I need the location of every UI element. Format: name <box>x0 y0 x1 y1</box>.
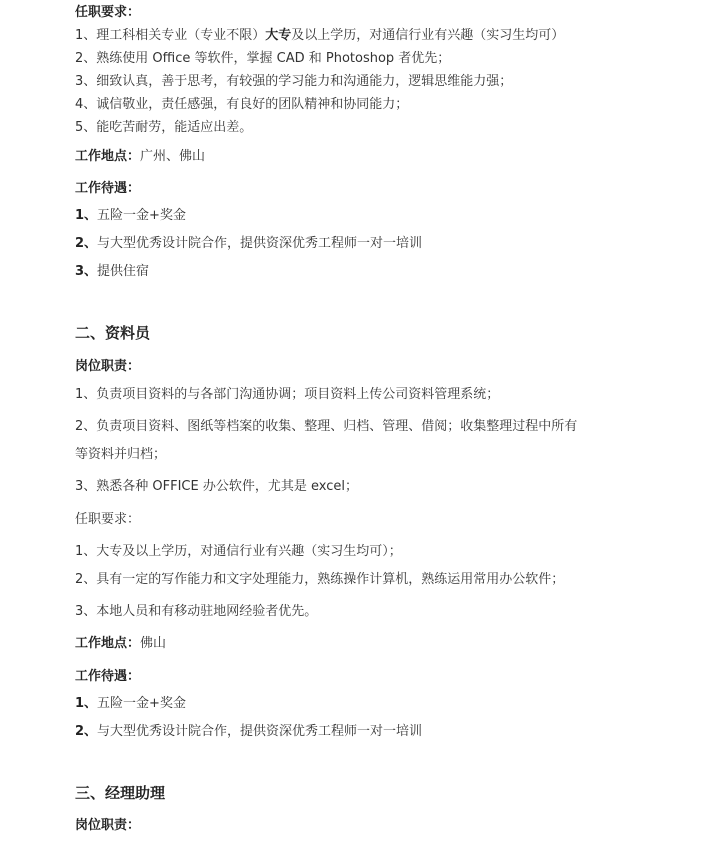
requirements-heading: 任职要求： <box>75 512 141 527</box>
benefit-number: 2、 <box>75 724 98 739</box>
benefit-text: 与大型优秀设计院合作，提供资深优秀工程师一对一培训 <box>97 724 423 739</box>
benefit-item-2 <box>75 235 422 253</box>
benefit-text: 五险一金+奖金 <box>97 696 186 711</box>
requirement-text: 1、理工科相关专业（专业不限） <box>75 28 266 43</box>
duty-item-2: 2、负责项目资料、图纸等档案的收集、整理、归档、管理、借阅；收集整理过程中所有 <box>75 419 578 434</box>
work-location-value: 佛山 <box>140 636 167 651</box>
requirements-heading: 任职要求： <box>75 5 141 20</box>
duty-item-3: 3、熟悉各种 OFFICE 办公软件，尤其是 excel； <box>75 479 358 494</box>
duties-heading: 岗位职责： <box>75 359 141 374</box>
work-location <box>75 148 205 166</box>
benefits-heading: 工作待遇： <box>75 181 141 196</box>
requirement-item-1: 1、大专及以上学历，对通信行业有兴趣（实习生均可）； <box>75 544 402 559</box>
work-location-label: 工作地点： <box>75 636 141 651</box>
benefit-item-1 <box>75 207 186 225</box>
requirement-text: 及以上学历，对通信行业有兴趣（实习生均可） <box>291 28 565 43</box>
duty-item-1: 1、负责项目资料的与各部门沟通协调；项目资料上传公司资料管理系统； <box>75 387 500 402</box>
benefit-text: 五险一金+奖金 <box>97 208 186 223</box>
benefit-number: 3、 <box>75 264 98 279</box>
benefits-heading: 工作待遇： <box>75 669 141 684</box>
duty-item-2-continued: 等资料并归档； <box>75 447 167 462</box>
benefit-number: 1、 <box>75 696 98 711</box>
benefit-number: 2、 <box>75 236 98 251</box>
requirement-item-2: 2、具有一定的写作能力和文字处理能力，熟练操作计算机，熟练运用常用办公软件； <box>75 572 565 587</box>
requirement-item-2: 2、熟练使用 Office 等软件，掌握 CAD 和 Photoshop 者优先； <box>75 51 451 66</box>
benefit-item-2 <box>75 723 422 741</box>
work-location-value: 广州、佛山 <box>140 149 206 164</box>
requirement-emphasis: 大专 <box>265 28 292 43</box>
work-location-label: 工作地点： <box>75 149 141 164</box>
work-location <box>75 635 166 653</box>
requirement-item-3: 3、细致认真，善于思考，有较强的学习能力和沟通能力，逻辑思维能力强； <box>75 74 513 89</box>
requirement-item-4: 4、诚信敬业，责任感强，有良好的团队精神和协同能力； <box>75 97 409 112</box>
benefit-item-3 <box>75 263 149 281</box>
requirement-item-5: 5、能吃苦耐劳，能适应出差。 <box>75 120 253 135</box>
benefit-text: 与大型优秀设计院合作，提供资深优秀工程师一对一培训 <box>97 236 423 251</box>
benefit-text: 提供住宿 <box>97 264 150 279</box>
requirement-item-1 <box>75 27 564 45</box>
benefit-number: 1、 <box>75 208 98 223</box>
section-title-manager-assistant: 三、经理助理 <box>75 784 166 802</box>
benefit-item-1 <box>75 695 186 713</box>
section-title-document-clerk: 二、资料员 <box>75 324 151 342</box>
duties-heading: 岗位职责： <box>75 818 141 833</box>
requirement-item-3: 3、本地人员和有移动驻地网经验者优先。 <box>75 604 318 619</box>
